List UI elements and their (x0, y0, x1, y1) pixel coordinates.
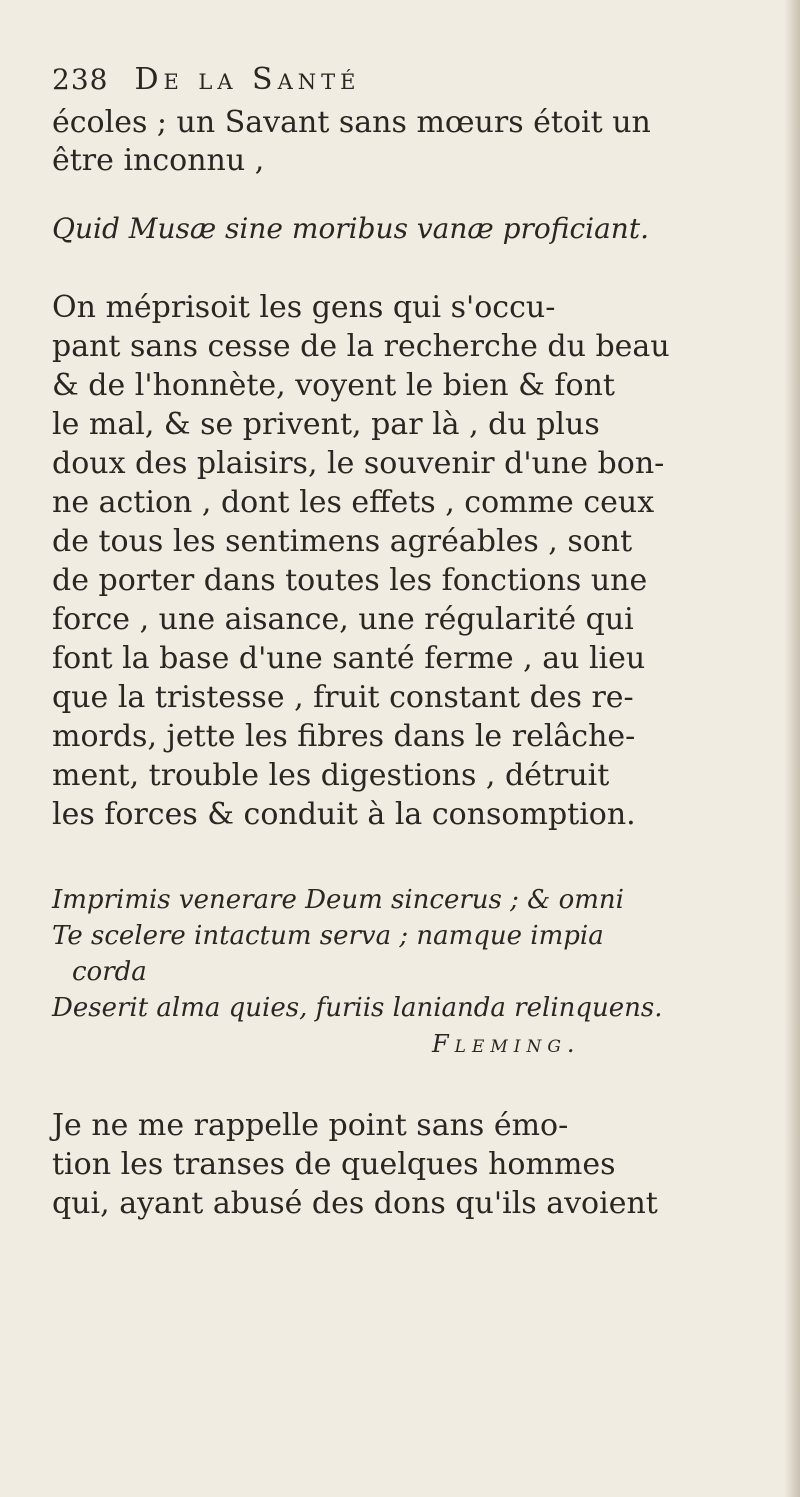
text-line: doux des plaisirs, le souvenir d'une bon- (52, 446, 665, 481)
text-line: & de l'honnète, voyent le bien & font (52, 368, 615, 403)
paragraph (52, 1106, 772, 1223)
text-line: ne action , dont les effets , comme ceux (52, 485, 655, 520)
verse-line: Deserit alma quies, furiis lanianda relinquens. (52, 993, 663, 1023)
text-line: ment, trouble les digestions , détruit (52, 758, 610, 793)
text-line: les forces & conduit à la consomption. (52, 797, 636, 832)
verse-line: corda (72, 957, 147, 987)
latin-quote: Quid Musæ sine moribus vanæ proficiant. (52, 212, 649, 245)
latin-verse (52, 882, 772, 1062)
text-line: écoles ; un Savant sans mœurs étoit un (52, 105, 651, 140)
text-line: qui, ayant abusé des dons qu'ils avoient (52, 1186, 658, 1221)
verse-author: Fleming. (432, 1030, 581, 1058)
text-line: tion les transes de quelques hommes (52, 1147, 616, 1182)
text-line: force , une aisance, une régularité qui (52, 602, 634, 637)
text-line: mords, jette les fibres dans le relâche- (52, 719, 636, 754)
text-line: On méprisoit les gens qui s'occu- (52, 290, 556, 325)
intro-text (52, 104, 772, 180)
verse-line: Te scelere intactum serva ; namque impia (52, 921, 604, 951)
page-number: 238 (52, 63, 109, 96)
verse-line: Imprimis venerare Deum sincerus ; & omni (52, 885, 624, 915)
text-line: que la tristesse , fruit constant des re- (52, 680, 634, 715)
text-line: de porter dans toutes les fonctions une (52, 563, 648, 598)
paragraph (52, 288, 772, 834)
running-head (52, 62, 772, 102)
book-page (52, 62, 772, 1223)
text-line: font la base d'une santé ferme , au lieu (52, 641, 646, 676)
text-line: Je ne me rappelle point sans émo- (52, 1108, 569, 1143)
text-line: de tous les sentimens agréables , sont (52, 524, 633, 559)
text-line: être inconnu , (52, 143, 265, 178)
running-title: De la Santé (134, 62, 361, 97)
text-line: le mal, & se privent, par là , du plus (52, 407, 600, 442)
page-edge (784, 0, 800, 1497)
text-line: pant sans cesse de la recherche du beau (52, 329, 670, 364)
